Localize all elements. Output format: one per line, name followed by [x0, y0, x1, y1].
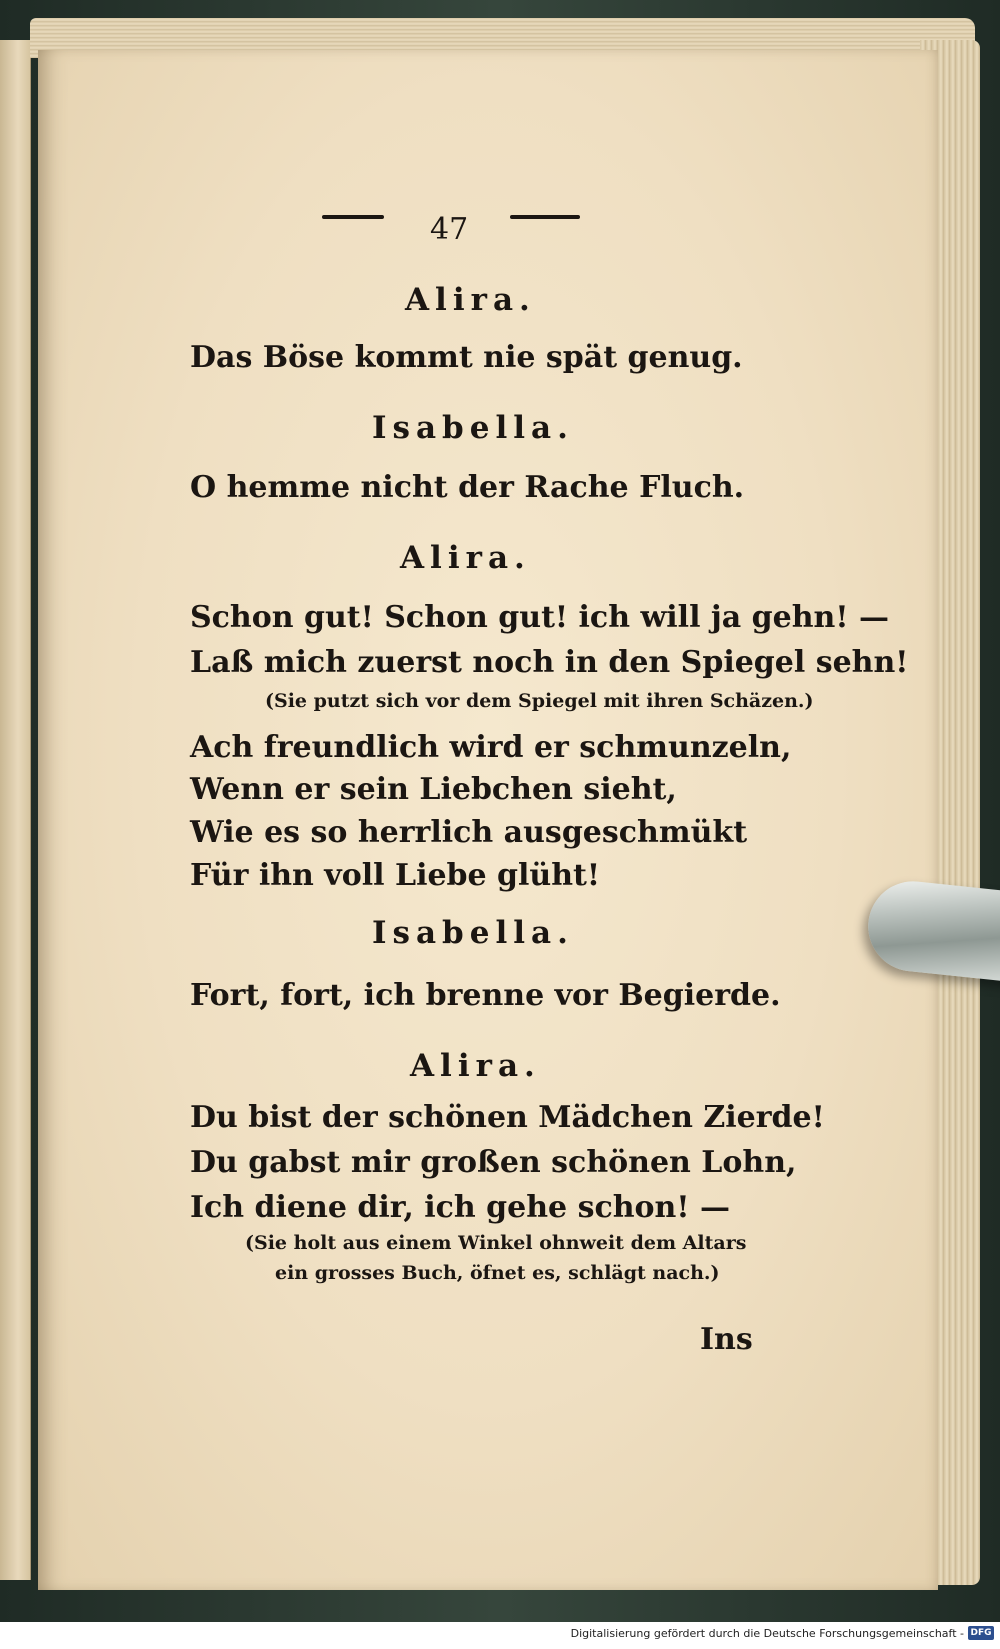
- verse-line: Ich diene dir, ich gehe schon! —: [190, 1190, 730, 1225]
- speaker-heading: Alira.: [405, 282, 536, 318]
- verse-line: Laß mich zuerst noch in den Spiegel sehn!: [190, 645, 909, 680]
- verse-line: Du bist der schönen Mädchen Zierde!: [190, 1100, 825, 1135]
- verse-line: Fort, fort, ich brenne vor Begierde.: [190, 978, 781, 1013]
- header-ornament-left: [322, 215, 384, 219]
- verse-line: Das Böse kommt nie spät genug.: [190, 340, 743, 375]
- verse-line: O hemme nicht der Rache Fluch.: [190, 470, 745, 505]
- stage-direction: ein grosses Buch, öfnet es, schlägt nach.): [275, 1262, 720, 1284]
- stage-direction: (Sie putzt sich vor dem Spiegel mit ihren Schäzen.): [265, 690, 814, 712]
- facing-page-edge: [0, 40, 31, 1580]
- speaker-heading: Alira.: [400, 540, 531, 576]
- verse-line: Du gabst mir großen schönen Lohn,: [190, 1145, 797, 1180]
- speaker-heading: Alira.: [410, 1048, 541, 1084]
- verse-line: Wie es so herrlich ausgeschmükt: [190, 815, 748, 850]
- dfg-logo-badge: DFG: [968, 1626, 994, 1640]
- stage-direction: (Sie holt aus einem Winkel ohnweit dem Altars: [245, 1232, 747, 1254]
- verse-line: Ach freundlich wird er schmunzeln,: [190, 730, 792, 765]
- speaker-heading: Isabella.: [372, 915, 574, 951]
- header-ornament-right: [510, 215, 580, 219]
- speaker-heading: Isabella.: [372, 410, 574, 446]
- page-number: 47: [430, 212, 469, 247]
- catchword: Ins: [700, 1322, 753, 1357]
- digitization-credit: Digitalisierung gefördert durch die Deutsche Forschungsgemeinschaft -: [570, 1627, 964, 1640]
- verse-line: Schon gut! Schon gut! ich will ja gehn! —: [190, 600, 889, 635]
- verse-line: Für ihn voll Liebe glüht!: [190, 858, 601, 893]
- verse-line: Wenn er sein Liebchen sieht,: [190, 772, 677, 807]
